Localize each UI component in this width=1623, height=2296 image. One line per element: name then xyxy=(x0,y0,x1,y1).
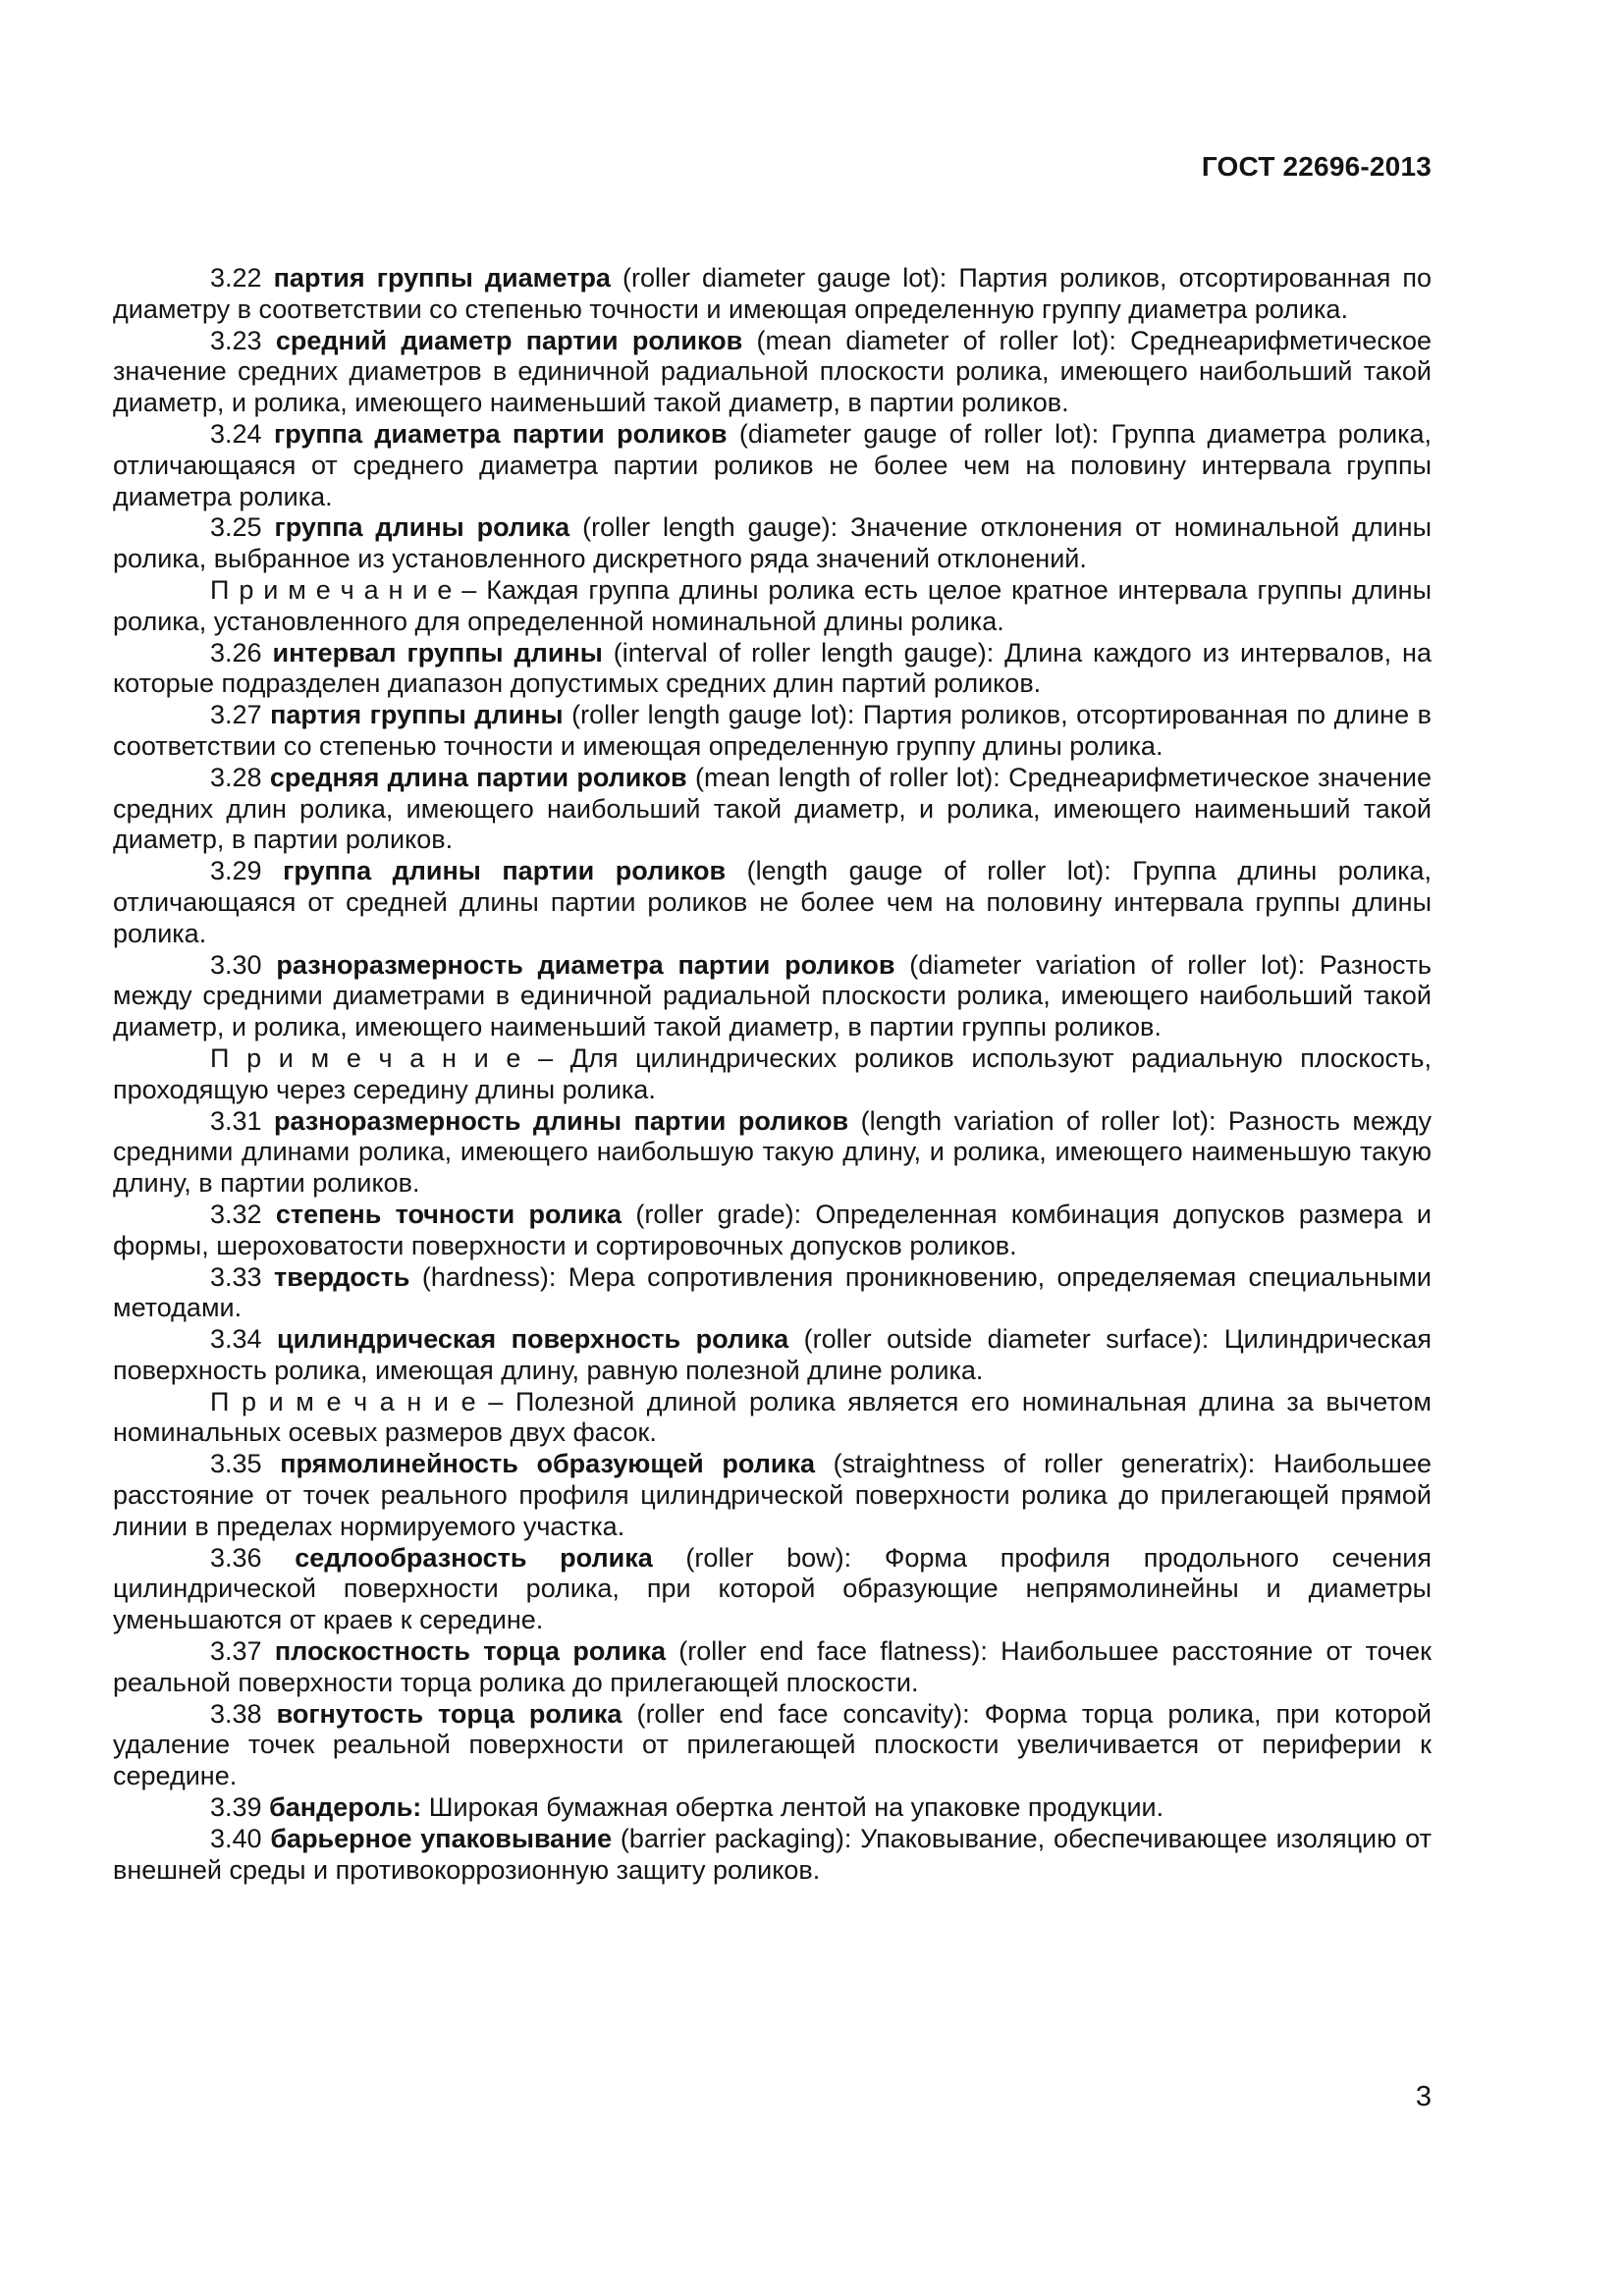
term-definition-paragraph xyxy=(113,700,1432,763)
term-number: 3.27 xyxy=(210,700,262,730)
document-header xyxy=(113,151,1432,183)
term-name: партия группы диаметра xyxy=(273,263,611,293)
term-definition-paragraph xyxy=(113,1636,1432,1699)
term-name: седлообразность ролика xyxy=(295,1542,653,1573)
definition-text: (hardness): Мера сопротивления проникновению, определяемая специальными методами. xyxy=(113,1261,1432,1323)
term-number: 3.24 xyxy=(210,418,262,449)
definition-text: (mean diameter of roller lot): Среднеарифметическое значение средних диаметров в единичной радиальной плоскости ролика, имеющего наибольший такой диаметр, и ролика, имеющего наименьший такой диаметр, в партии роликов. xyxy=(113,325,1432,418)
term-definition-paragraph xyxy=(113,1106,1432,1200)
term-number: 3.31 xyxy=(210,1105,262,1136)
term-definition-paragraph xyxy=(113,1543,1432,1636)
definition-text: (roller end face flatness): Наибольшее расстояние от точек реальной поверхности торца ролика до прилегающей плоскости. xyxy=(113,1636,1432,1697)
term-definition-paragraph xyxy=(113,1699,1432,1792)
definition-text: (diameter gauge of roller lot): Группа диаметра ролика, отличающаяся от среднего диаметра партии роликов не более чем на половину интервала группы диаметра ролика. xyxy=(113,418,1432,511)
term-name: барьерное упаковывание xyxy=(270,1823,613,1853)
term-definition-paragraph xyxy=(113,512,1432,575)
term-definition-paragraph xyxy=(113,763,1432,856)
term-definition-paragraph xyxy=(113,1262,1432,1325)
term-definition-paragraph xyxy=(113,1324,1432,1387)
term-number: 3.37 xyxy=(210,1636,262,1667)
term-definition-paragraph xyxy=(113,1824,1432,1887)
note-label: П р и м е ч а н и е xyxy=(210,1386,476,1416)
term-name: группа длины партии роликов xyxy=(283,856,727,886)
term-number: 3.26 xyxy=(210,637,262,667)
note-text: – Каждая группа длины ролика есть целое кратное интервала группы длины ролика, установленного для определенной номинальной длины ролика. xyxy=(113,574,1432,636)
term-name: группа длины ролика xyxy=(274,512,570,543)
definition-text: (barrier packaging): Упаковывание, обеспечивающее изоляцию от внешней среды и противокоррозионную защиту роликов. xyxy=(113,1823,1432,1885)
note-text: – Полезной длиной ролика является его номинальная длина за вычетом номинальных осевых размеров двух фасок. xyxy=(113,1386,1432,1448)
term-name: разноразмерность длины партии роликов xyxy=(274,1105,849,1136)
term-name: прямолинейность образующей ролика xyxy=(280,1449,815,1479)
note-label: П р и м е ч а н и е xyxy=(210,574,453,605)
term-definition-paragraph xyxy=(113,326,1432,419)
definition-text: (mean length of roller lot): Среднеарифметическое значение средних длин ролика, имеющего наибольший такой диаметр, и ролика, имеющего наименьший такой диаметр, в партии роликов. xyxy=(113,762,1432,855)
term-number: 3.22 xyxy=(210,263,262,293)
definition-text: Широкая бумажная обертка лентой на упаковке продукции. xyxy=(421,1792,1164,1823)
term-name: вогнутость торца ролика xyxy=(276,1698,622,1729)
term-number: 3.32 xyxy=(210,1199,262,1229)
term-name: интервал группы длины xyxy=(272,637,603,667)
definition-text: (interval of roller length gauge): Длина каждого из интервалов, на которые подразделен диапазон допустимых средних длин партий роликов. xyxy=(113,637,1432,699)
term-number: 3.33 xyxy=(210,1261,262,1292)
standard-number: ГОСТ 22696-2013 xyxy=(1201,151,1432,182)
term-number: 3.23 xyxy=(210,325,262,355)
term-definition-paragraph xyxy=(113,263,1432,326)
term-number: 3.39 xyxy=(210,1792,262,1823)
note-paragraph xyxy=(113,575,1432,638)
term-number: 3.28 xyxy=(210,762,262,792)
term-number: 3.25 xyxy=(210,512,262,543)
definition-text: (roller bow): Форма профиля продольного сечения цилиндрической поверхности ролика, при которой образующие непрямолинейны и диаметры уменьшаются от краев к середине. xyxy=(113,1542,1432,1635)
definition-text: (roller grade): Определенная комбинация допусков размера и формы, шероховатости поверхности и сортировочных допусков роликов. xyxy=(113,1199,1432,1260)
term-definition-paragraph xyxy=(113,856,1432,949)
term-name: средний диаметр партии роликов xyxy=(275,325,743,355)
term-number: 3.35 xyxy=(210,1449,262,1479)
term-definition-paragraph xyxy=(113,638,1432,701)
term-definition-paragraph xyxy=(113,1200,1432,1262)
note-paragraph xyxy=(113,1387,1432,1450)
definition-text: (roller outside diameter surface): Цилиндрическая поверхность ролика, имеющая длину, равную полезной длине ролика. xyxy=(113,1324,1432,1385)
term-number: 3.30 xyxy=(210,949,262,980)
term-definition-paragraph xyxy=(113,1792,1432,1824)
term-name: твердость xyxy=(273,1261,410,1292)
term-name: бандероль: xyxy=(269,1792,422,1823)
term-definition-paragraph xyxy=(113,1449,1432,1542)
term-number: 3.36 xyxy=(210,1542,262,1573)
definition-text: (length variation of roller lot): Разность между средними длинами ролика, имеющего наибольшую такую длину, и ролика, имеющего наименьшую такую длину, в партии роликов. xyxy=(113,1105,1432,1199)
note-text: – Для цилиндрических роликов используют радиальную плоскость, проходящую через середину длины ролика. xyxy=(113,1042,1432,1104)
document-body xyxy=(113,263,1432,1886)
term-number: 3.40 xyxy=(210,1823,262,1853)
term-number: 3.34 xyxy=(210,1324,262,1355)
term-name: группа диаметра партии роликов xyxy=(273,418,728,449)
definition-text: (straightness of roller generatrix): Наибольшее расстояние от точек реального профиля цилиндрической поверхности ролика до прилегающей прямой линии в пределах нормируемого участка. xyxy=(113,1449,1432,1541)
term-name: партия группы длины xyxy=(270,700,564,730)
note-label: П р и м е ч а н и е xyxy=(210,1042,521,1073)
term-name: плоскостность торца ролика xyxy=(274,1636,666,1667)
definition-text: (roller end face concavity): Форма торца ролика, при которой удаление точек реальной поверхности от прилегающей плоскости увеличивается от периферии к середине. xyxy=(113,1698,1432,1791)
note-paragraph xyxy=(113,1043,1432,1106)
term-name: цилиндрическая поверхность ролика xyxy=(277,1324,789,1355)
page-number: 3 xyxy=(1415,2081,1432,2112)
term-number: 3.29 xyxy=(210,856,262,886)
term-name: средняя длина партии роликов xyxy=(269,762,687,792)
definition-text: (roller diameter gauge lot): Партия роликов, отсортированная по диаметру в соответствии со степенью точности и имеющая определенную группу диаметра ролика. xyxy=(113,263,1432,324)
page-footer xyxy=(113,2081,1432,2113)
definition-text: (length gauge of roller lot): Группа длины ролика, отличающаяся от средней длины партии роликов не более чем на половину интервала группы длины ролика. xyxy=(113,856,1432,948)
definition-text: (diameter variation of roller lot): Разность между средними диаметрами в единичной радиальной плоскости ролика, имеющего наибольший такой диаметр, и ролика, имеющего наименьший такой диаметр, в партии группы роликов. xyxy=(113,949,1432,1042)
definition-text: (roller length gauge): Значение отклонения от номинальной длины ролика, выбранное из установленного дискретного ряда значений отклонений. xyxy=(113,512,1432,574)
term-definition-paragraph xyxy=(113,419,1432,512)
term-definition-paragraph xyxy=(113,950,1432,1043)
term-number: 3.38 xyxy=(210,1698,262,1729)
term-name: разноразмерность диаметра партии роликов xyxy=(276,949,895,980)
definition-text: (roller length gauge lot): Партия роликов, отсортированная по длине в соответствии со степенью точности и имеющая определенную группу длины ролика. xyxy=(113,700,1432,761)
term-name: степень точности ролика xyxy=(275,1199,622,1229)
